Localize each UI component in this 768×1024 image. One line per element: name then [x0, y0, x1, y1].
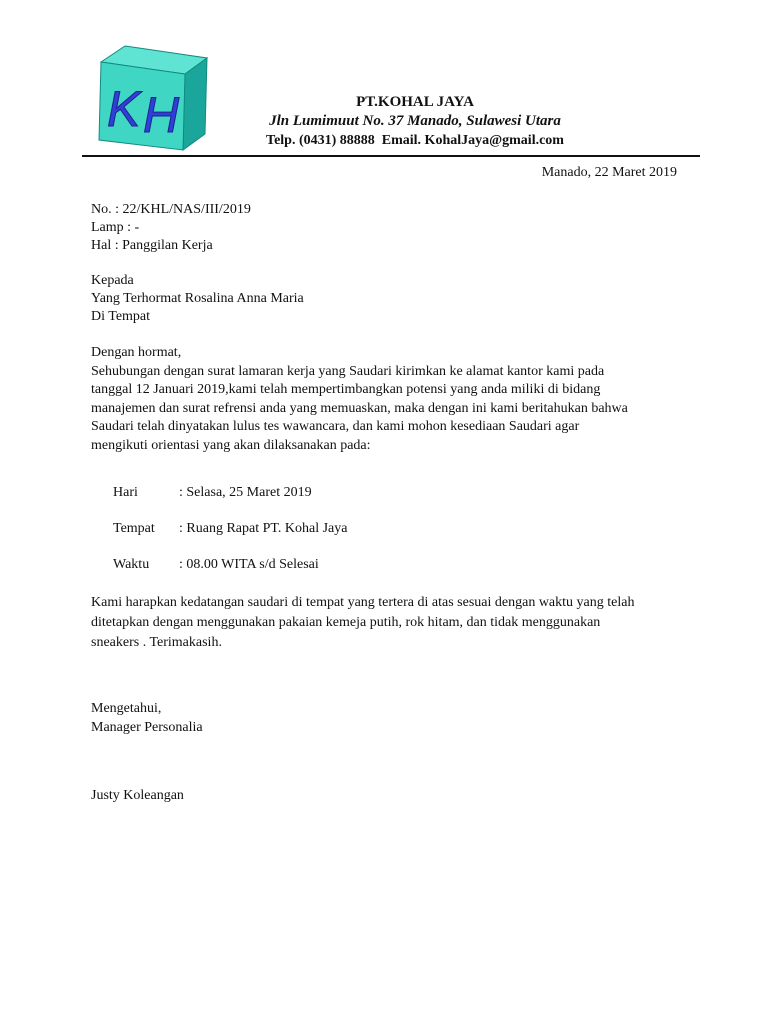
closing-paragraph [91, 593, 634, 653]
logo-letter-h: H [143, 87, 180, 143]
closing-line: Kami harapkan kedatangan saudari di tempat yang tertera di atas sesuai dengan waktu yang telah [91, 595, 635, 610]
body-line: tanggal 12 Januari 2019,kami telah mempertimbangkan potensi yang anda miliki di bidang [91, 382, 601, 398]
recipient-block [91, 272, 304, 326]
recipient-line-3: Di Tempat [91, 309, 151, 324]
schedule-row-day [113, 484, 312, 502]
schedule-value: : Ruang Rapat PT. Kohal Jaya [179, 521, 348, 536]
body-line: manajemen dan surat refrensi anda yang memuaskan, maka dengan ini kami beritahukan bahwa [91, 400, 628, 416]
recipient-line-1: Kepada [91, 273, 134, 288]
letter-body [91, 344, 628, 456]
salutation: Dengan hormat, [91, 345, 182, 360]
schedule-value: : Selasa, 25 Maret 2019 [179, 485, 312, 500]
body-line: Sehubungan dengan surat lamaran kerja yang Saudari kirimkan ke alamat kantor kami pada [91, 363, 605, 379]
acknowledged-label: Mengetahui, [91, 701, 162, 716]
company-contact: Telp. (0431) 88888 Email. KohalJaya@gmail.com [266, 133, 564, 148]
letter-number: No. : 22/KHL/NAS/III/2019 [91, 202, 251, 217]
company-address: Jln Lumimuut No. 37 Manado, Sulawesi Utara [269, 113, 561, 129]
letterhead-divider [82, 155, 700, 157]
body-line: mengikuti orientasi yang akan dilaksanakan pada: [91, 437, 371, 453]
company-logo [93, 44, 211, 154]
letter-attachment: Lamp : - [91, 220, 140, 235]
logo-letter-k: K [107, 81, 141, 137]
signer-name: Justy Koleangan [91, 788, 184, 803]
recipient-line-2: Yang Terhormat Rosalina Anna Maria [91, 291, 304, 306]
company-name: PT.KOHAL JAYA [356, 94, 474, 110]
closing-line: ditetapkan dengan menggunakan pakaian kemeja putih, rok hitam, dan tidak menggunakan [91, 615, 601, 630]
letter-subject: Hal : Panggilan Kerja [91, 238, 213, 253]
letter-date: Manado, 22 Maret 2019 [541, 165, 677, 180]
schedule-label: Tempat [113, 521, 155, 536]
schedule-label: Hari [113, 485, 138, 500]
letterhead [200, 93, 630, 150]
schedule-row-place [113, 520, 348, 538]
schedule-value: : 08.00 WITA s/d Selesai [179, 557, 319, 572]
body-line: Saudari telah dinyatakan lulus tes wawancara, dan kami mohon kesediaan Saudari agar [91, 419, 580, 435]
letter-meta [91, 201, 251, 255]
closing-line: sneakers . Terimakasih. [91, 635, 222, 650]
signer-position: Manager Personalia [91, 720, 203, 735]
schedule-label: Waktu [113, 557, 150, 572]
signature-block [91, 699, 203, 737]
schedule-row-time [113, 556, 319, 574]
